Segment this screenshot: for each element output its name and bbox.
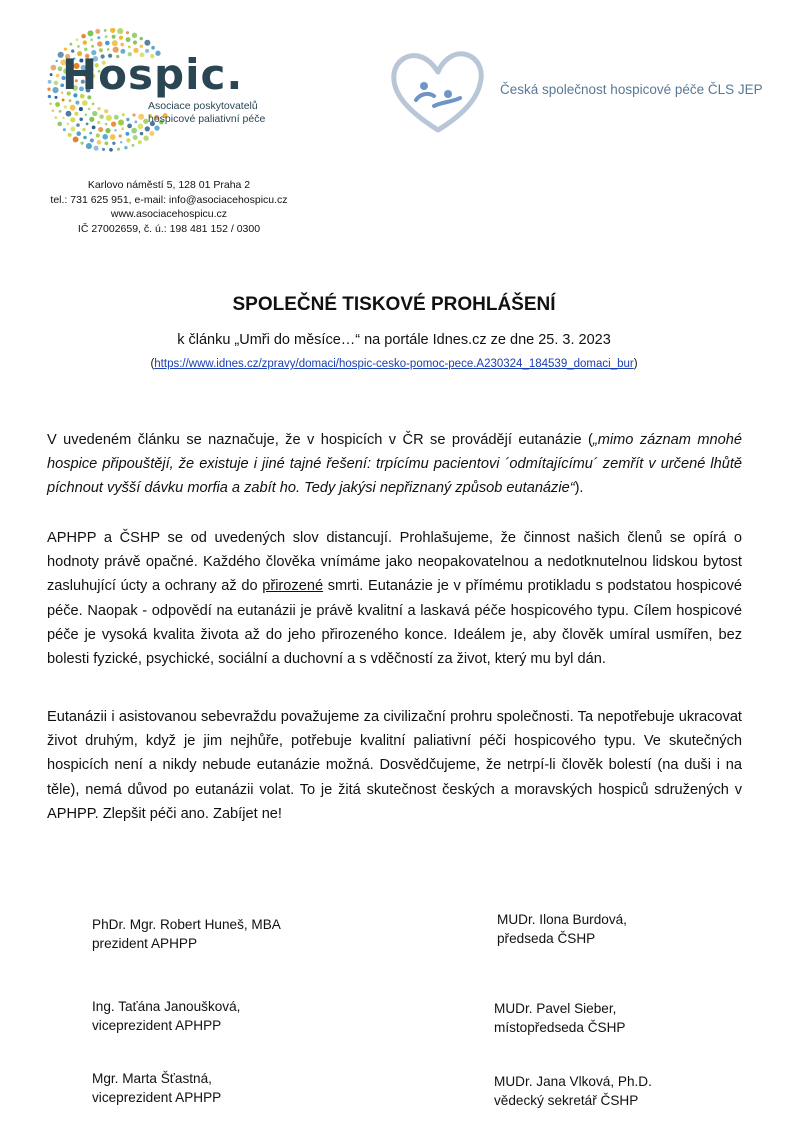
logo-dot: [51, 65, 57, 71]
logo-dot: [105, 141, 109, 145]
logo-dot: [104, 109, 108, 113]
para1-end: ).: [574, 480, 584, 497]
logo-dot: [94, 146, 99, 151]
logo-dot: [86, 143, 92, 149]
logo-dot: [90, 38, 93, 41]
logo-dot: [69, 43, 72, 46]
logo-dot: [105, 35, 108, 38]
logo-dot: [138, 114, 144, 120]
signatory-name: MUDr. Ilona Burdová,: [497, 912, 627, 927]
logo-dot: [131, 128, 137, 134]
logo-dot: [124, 146, 127, 149]
address-line-street: Karlovo náměstí 5, 128 01 Praha 2: [87, 179, 251, 191]
signature-left-3: [92, 1069, 221, 1107]
logo-dot: [75, 101, 79, 105]
logo-dot: [56, 74, 60, 78]
logo-dot: [118, 120, 124, 126]
link-paren-open: (: [150, 358, 155, 370]
logo-dot: [112, 142, 115, 145]
logo-dot: [68, 133, 72, 137]
logo-dot: [74, 112, 78, 116]
logo-dot: [112, 40, 118, 46]
logo-dot: [89, 132, 92, 135]
logo-dot: [105, 128, 110, 133]
logo-dot: [73, 136, 79, 142]
signatory-role: viceprezident APHPP: [92, 1018, 222, 1033]
logo-dot: [106, 115, 112, 121]
logo-dot: [97, 107, 100, 110]
logo-dot: [126, 118, 129, 121]
logo-dot: [88, 108, 91, 111]
logo-dot: [102, 134, 108, 140]
logo-dot: [97, 140, 102, 145]
logo-dot: [82, 128, 85, 131]
logo-dot: [88, 30, 94, 36]
signature-left-1: [92, 915, 281, 953]
logo-dot: [134, 120, 137, 123]
logo-dot: [154, 125, 159, 130]
logo-dot: [97, 36, 100, 39]
para2-start: APHPP a ČSHP se od uvedených slov distancují. Prohlašujeme, že činnost našich členů se opírá o hodnoty právě opačné. Každého člověka vnímáme jako neopakovatelnou a nedotknutelnou lidskou bytost zasluhující úcty a ochrany až do: [47, 530, 742, 595]
logo-dot: [99, 114, 103, 118]
logo-dot: [102, 148, 105, 151]
signature-left-2: [92, 997, 240, 1035]
logo-dot: [54, 96, 57, 99]
logo-dot: [90, 138, 94, 142]
hospic-subtitle-line-1: Asociace poskytovatelů: [148, 100, 258, 112]
cshp-heart-logo-icon: [388, 48, 488, 138]
signatory-role: předseda ČSHP: [497, 931, 596, 946]
logo-dot: [112, 35, 116, 39]
logo-dot: [114, 115, 119, 120]
logo-dot: [126, 37, 131, 42]
signatory-name: PhDr. Mgr. Robert Huneš, MBA: [92, 917, 281, 932]
logo-dot: [92, 111, 97, 116]
logo-dot: [149, 131, 154, 136]
logo-dot: [48, 80, 52, 84]
logo-dot: [140, 132, 143, 135]
logo-dot: [151, 46, 155, 50]
logo-dot: [81, 34, 86, 39]
logo-dot: [70, 127, 75, 132]
logo-dot: [64, 105, 67, 108]
signatory-name: MUDr. Jana Vlková, Ph.D.: [494, 1074, 652, 1089]
logo-dot: [86, 123, 89, 126]
logo-dot: [82, 100, 88, 106]
logo-dot: [96, 134, 100, 138]
logo-dot: [57, 122, 62, 127]
logo-dot: [79, 118, 83, 122]
hospic-subtitle-line-2: hospicové paliativní péče: [148, 113, 266, 125]
logo-dot: [49, 103, 51, 105]
logo-dot: [121, 127, 124, 130]
logo-dot: [48, 95, 51, 98]
logo-dot: [70, 117, 75, 122]
signature-right-3: [494, 1072, 652, 1110]
logo-dot: [92, 103, 95, 106]
signatory-role: prezident APHPP: [92, 936, 198, 951]
logo-dot: [54, 81, 59, 86]
logo-dot: [105, 41, 110, 46]
logo-dot: [52, 87, 58, 93]
logo-dot: [138, 124, 144, 130]
logo-dot: [55, 60, 57, 62]
logo-dot: [111, 121, 116, 126]
logo-dot: [89, 117, 94, 122]
source-link-line: [0, 358, 788, 370]
logo-dot: [145, 126, 150, 131]
logo-dot: [83, 136, 87, 140]
cshp-organization-name: Česká společnost hospicové péče ČLS JEP: [500, 82, 763, 97]
address-block: [0, 178, 338, 236]
logo-dot: [114, 129, 116, 131]
logo-dot: [77, 45, 80, 48]
logo-dot: [132, 33, 137, 38]
logo-dot: [126, 138, 130, 142]
address-line-web: www.asociacehospicu.cz: [110, 208, 228, 221]
signatory-name: Ing. Taťána Janoušková,: [92, 999, 241, 1014]
signature-right-2: [494, 999, 625, 1037]
logo-dot: [117, 28, 123, 34]
logo-dot: [80, 141, 83, 144]
document-title: SPOLEČNÉ TISKOVÉ PROHLÁŠENÍ: [232, 294, 556, 315]
hospic-logo-wordmark: Hospic.: [62, 50, 244, 99]
signatory-role: vědecký sekretář ČSHP: [494, 1093, 639, 1108]
address-line-ids: IČ 27002659, č. ú.: 198 481 152 / 0300: [77, 222, 261, 235]
source-article-link[interactable]: https://www.idnes.cz/zpravy/domaci/hospic-cesko-pomoc-pece.A230324_184539_domaci_bur: [154, 358, 634, 370]
logo-dot: [119, 36, 123, 40]
signatory-name: Mgr. Marta Šťastná,: [92, 1071, 212, 1086]
logo-dot: [144, 40, 150, 46]
logo-dot: [55, 116, 58, 119]
logo-dot: [110, 28, 115, 33]
logo-dot: [110, 134, 116, 140]
hospic-logo-subtitle: [148, 100, 265, 126]
logo-dot: [62, 117, 64, 119]
para1-start: V uvedeném článku se naznačuje, že v hospicích v ČR se provádějí eutanázie (: [47, 432, 593, 448]
logo-dot: [138, 140, 142, 144]
logo-dot: [55, 102, 60, 107]
logo-dot: [120, 141, 122, 143]
logo-dot: [50, 73, 53, 76]
para2-end: smrti. Eutanázie je v přímému protikladu s podstatou hospicové péče. Naopak - odpovědí na eutanázii je právě kvalitní a laskavá péče hospicového typu. Cílem hospicové péče je vysoká kvalita života až do jeho přirozeného konce. Ideálem je, aby člověk umíral usmířen, bez bolesti fyzické, psychické, sociální a duchovní a s vděčností za život, který mu byl dán.: [47, 578, 742, 668]
logo-dot: [97, 41, 102, 46]
logo-dot: [117, 148, 120, 151]
logo-dot: [79, 107, 83, 111]
logo-dot: [97, 121, 100, 124]
link-paren-close: ): [633, 358, 638, 370]
logo-dot: [119, 134, 122, 137]
logo-dot: [66, 111, 72, 117]
para2-underlined-word: přirozené: [262, 578, 324, 595]
para1-quote: „mimo záznam mnohé hospice připouštějí, že existuje i jiné tajné řešení: trpícímu pacientovi ´odmítajícímu´ zemřít v určené lhůtě píchnout vyšší dávku morfia a zabít ho. Tedy jakýsi nepřiznaný způsob eutanázie“: [47, 432, 742, 497]
logo-dot: [76, 131, 81, 136]
logo-dot: [51, 109, 54, 112]
logo-dot: [132, 113, 135, 116]
logo-dot: [127, 124, 132, 129]
logo-dot: [105, 123, 108, 126]
logo-dot: [128, 45, 131, 48]
logo-dot: [47, 88, 50, 91]
signatory-role: místopředseda ČSHP: [494, 1020, 626, 1035]
logo-dot: [85, 114, 87, 116]
signatory-role: viceprezident APHPP: [92, 1090, 222, 1105]
logo-dot: [67, 123, 69, 125]
logo-dot: [70, 105, 76, 111]
logo-dot: [126, 31, 129, 34]
logo-dot: [104, 29, 107, 32]
document-subtitle: k článku „Umři do měsíce…“ na portále Idnes.cz ze dne 25. 3. 2023: [177, 332, 611, 348]
logo-dot: [125, 132, 129, 136]
logo-dot: [133, 135, 138, 140]
logo-dot: [120, 43, 124, 47]
logo-dot: [83, 40, 87, 44]
address-line-contact: tel.: 731 625 951, e-mail: info@asociacehospicu.cz: [50, 193, 288, 206]
logo-dot: [122, 113, 125, 116]
logo-dot: [59, 110, 62, 113]
paragraph-2: [47, 526, 742, 671]
logo-dot: [109, 148, 113, 152]
signatory-name: MUDr. Pavel Sieber,: [494, 1001, 617, 1016]
logo-dot: [91, 45, 94, 48]
signature-right-1: [497, 910, 627, 948]
logo-dot: [98, 127, 103, 132]
logo-dot: [95, 29, 100, 34]
logo-dot: [76, 38, 79, 41]
logo-dot: [132, 144, 135, 147]
logo-dot: [63, 128, 66, 131]
logo-dot: [140, 45, 143, 48]
logo-dot: [69, 99, 72, 102]
paragraph-1: [47, 428, 742, 501]
logo-dot: [143, 136, 148, 141]
logo-dot: [92, 126, 96, 130]
logo-dot: [76, 123, 80, 127]
logo-dot: [133, 40, 137, 44]
logo-dot: [140, 37, 143, 40]
paragraph-3: Eutanázii i asistovanou sebevraždu považujeme za civilizační prohru společnosti. Ta nepotřebuje ukracovat život druhým, když je jim nejhůře, potřebuje kvalitní paliativní péči hospicového typu. Ve skutečných hospicích není a nikdy nebude eutanázie možná. Dosvědčujeme, že netrpí-li člověk bolestí (na duši i na těle), nemá důvod po eutanázii volat. To je žitá skutečnost českých a moravských hospiců sdružených v APHPP. Zlepšit péči ano. Zabíjet ne!: [47, 709, 742, 822]
